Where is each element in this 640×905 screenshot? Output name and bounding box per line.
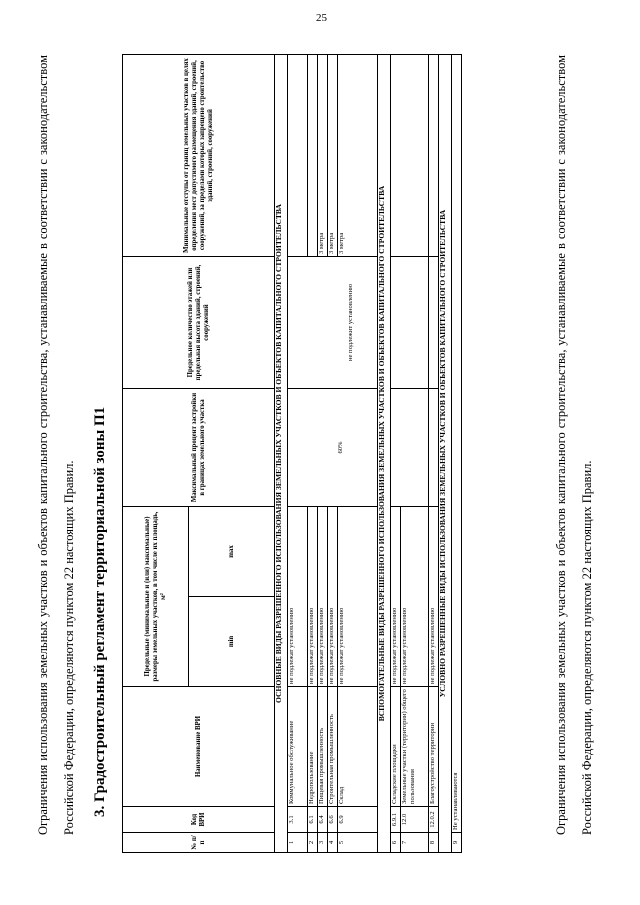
table-row (429, 55, 439, 853)
row-size: не подлежат установлению (318, 507, 328, 687)
row-setback (391, 55, 429, 257)
row-name: Недропользование (308, 687, 318, 807)
section-heading: 3. Градостроительный регламент территориальной зоны П1 (92, 406, 108, 817)
row-num: 8 (429, 833, 439, 853)
row-code: 3.1 (288, 807, 308, 833)
row-code: 6.4 (318, 807, 328, 833)
restrictions-paragraph-bottom: Ограничения использования земельных участков и объектов капитального строительства, устанавливаемые в соответствии с законодательством Российской Федерации, определяются пунктом 22 настоящих Правил. (554, 55, 594, 835)
row-setback: 3 метра (328, 55, 338, 257)
row-num: 3 (318, 833, 328, 853)
row-code: 12.0 (401, 807, 429, 833)
row-floors (391, 257, 429, 389)
row-num: 5 (338, 833, 378, 853)
header-max: max (189, 507, 275, 597)
section-aux-label: ВСПОМОГАТЕЛЬНЫЕ ВИДЫ РАЗРЕШЕННОГО ИСПОЛЬЗОВАНИЯ ЗЕМЕЛЬНЫХ УЧАСТКОВ И ОБЪЕКТОВ КАПИТАЛЬНОГО СТРОИТЕЛЬСТВА (378, 55, 391, 853)
restrictions-paragraph-top: Ограничения использования земельных участков и объектов капитального строительства, устанавливаемые в соответствии с законодательством Российской Федерации, определяются пунктом 22 настоящих Правил. (36, 55, 76, 835)
row-name: Коммунальное обслуживание (288, 687, 308, 807)
row-size: не подлежат установлению (288, 507, 308, 687)
row-setback (288, 55, 308, 257)
row-name: Строительная промышленность (328, 687, 338, 807)
row-percent: 60% (288, 389, 378, 507)
row-num: 7 (401, 833, 429, 853)
header-percent: Максимальный процент застройки в границах земельного участка (123, 389, 275, 507)
row-code: 6.9.1 (391, 807, 401, 833)
row-name: Складские площадки (391, 687, 401, 807)
row-setback (308, 55, 318, 257)
section-main-label: ОСНОВНЫЕ ВИДЫ РАЗРЕШЕННОГО ИСПОЛЬЗОВАНИЯ ЗЕМЕЛЬНЫХ УЧАСТКОВ И ОБЪЕКТОВ КАПИТАЛЬНОГО СТРОИТЕЛЬСТВА (275, 55, 288, 853)
row-name: Земельные участки (территории) общего пользования (401, 687, 429, 807)
row-num: 2 (308, 833, 318, 853)
row-num: 6 (391, 833, 401, 853)
row-code: 6.1 (308, 807, 318, 833)
page-number: 25 (316, 12, 327, 24)
header-name: Наименование ВРИ (123, 687, 275, 807)
row-num: 1 (288, 833, 308, 853)
row-percent (391, 389, 429, 507)
row-floors: не подлежит установлению (288, 257, 378, 389)
row-name: Пищевая промышленность (318, 687, 328, 807)
row-code: 12.0.2 (429, 807, 439, 833)
table-row (288, 55, 308, 853)
row-setback: 3 метра (338, 55, 378, 257)
row-size: не подлежат установлению (338, 507, 378, 687)
table-row (452, 55, 462, 853)
row-num: 9 (452, 833, 462, 853)
header-size: Предельные (минимальные и (или) максимальные) размеры земельных участков, в том числе их площадь, м² (123, 507, 189, 687)
row-size: не подлежат установлению (401, 507, 429, 687)
row-num: 4 (328, 833, 338, 853)
header-setback: Минимальные отступы от границ земельных участков в целях определения мест допустимого размещения зданий, строений, сооружений, за пределами которых запрещено строительство зданий, строений, сооружений (123, 55, 275, 257)
row-size: не подлежат установлению (429, 507, 439, 687)
section-cond-label: УСЛОВНО РАЗРЕШЕННЫЕ ВИДЫ ИСПОЛЬЗОВАНИЯ ЗЕМЕЛЬНЫХ УЧАСТКОВ И ОБЪЕКТОВ КАПИТАЛЬНОГО СТРОИТЕЛЬСТВА (439, 55, 452, 853)
row-name: Не устанавливаются (452, 55, 462, 833)
zoning-regulation-table (122, 54, 540, 853)
row-size: не подлежат установлению (328, 507, 338, 687)
header-num: № п/п (123, 833, 275, 853)
row-size: не подлежат установлению (308, 507, 318, 687)
header-code: Код ВРИ (123, 807, 275, 833)
row-code: 6.9 (338, 807, 378, 833)
row-name: Благоустройство территории (429, 687, 439, 807)
header-min: min (189, 597, 275, 687)
row-setback: 3 метра (318, 55, 328, 257)
table-row (391, 55, 401, 853)
header-floors: Предельное количество этажей или предельная высота зданий, строений, сооружений (123, 257, 275, 389)
row-size: не подлежат установлению (391, 507, 401, 687)
row-code: 6.6 (328, 807, 338, 833)
row-name: Склад (338, 687, 378, 807)
